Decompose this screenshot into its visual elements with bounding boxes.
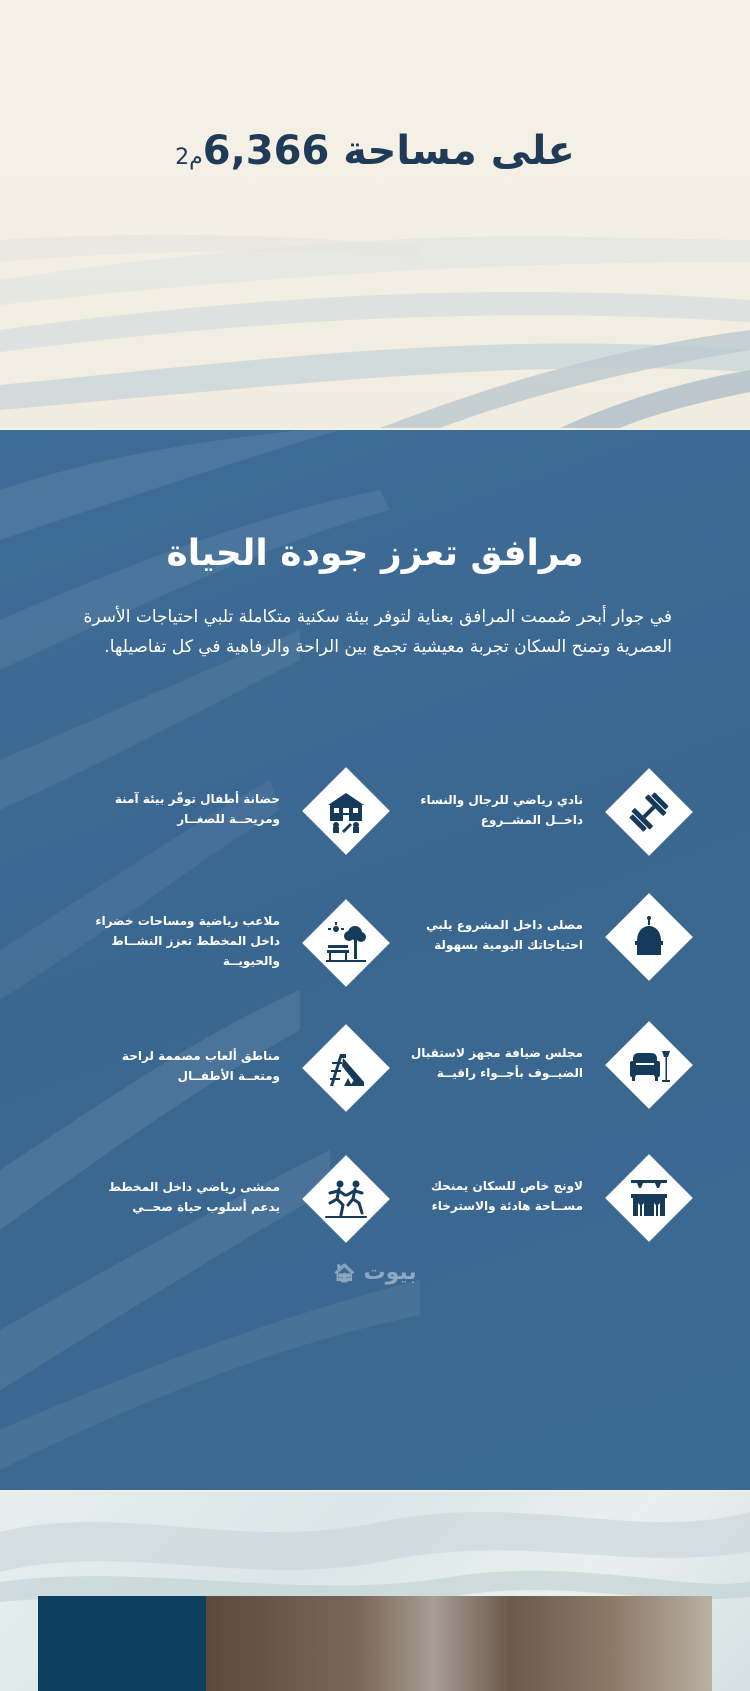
nursery-icon bbox=[318, 783, 374, 839]
watermark-logo bbox=[333, 1260, 417, 1285]
area-heading bbox=[0, 128, 750, 174]
facility-walkway bbox=[37, 1147, 392, 1247]
facility-label: لاونج خاص للسكان يمنحك مســاحة هادئة والاسترخاء bbox=[431, 1179, 583, 1213]
mosque-icon bbox=[621, 909, 677, 965]
facility-playground bbox=[37, 1016, 392, 1116]
watermark-text: بيوت bbox=[363, 1260, 417, 1285]
park-bench-icon bbox=[318, 915, 374, 971]
facility-gym bbox=[340, 760, 695, 860]
facility-label: ممشى رياضي داخل المخطط يدعم أسلوب حياة صحــي bbox=[108, 1180, 280, 1214]
facility-label: مناطق ألعاب مصممة لراحة ومتعــة الأطفــال bbox=[121, 1049, 280, 1083]
facilities-intro: في جوار أبحر صُممت المرافق بعناية لتوفر بيئة سكنية متكاملة تلبي احتياجات الأسرة العصرية وتمنح السكان تجربة معيشية تجمع بين الراحة والرفاهية في كل تفاصيلها. bbox=[83, 607, 672, 657]
facility-nursery bbox=[37, 759, 392, 859]
armchair-lamp-icon bbox=[621, 1037, 677, 1093]
playground-slide-icon bbox=[318, 1040, 374, 1096]
runners-icon bbox=[318, 1171, 374, 1227]
facility-playfields bbox=[37, 891, 392, 991]
lounge-bar-icon bbox=[621, 1170, 677, 1226]
facility-mosque bbox=[340, 885, 695, 985]
watermark-icon: 🏠︎ bbox=[333, 1263, 356, 1284]
gallery-section bbox=[0, 1492, 750, 1691]
facility-label: نادي رياضي للرجال والنساء داخــل المشــروع bbox=[420, 793, 583, 827]
decorative-waves bbox=[0, 0, 750, 428]
area-banner bbox=[0, 0, 750, 428]
area-prefix: على مساحة bbox=[343, 128, 575, 174]
facilities-section bbox=[0, 430, 750, 1490]
photo-navy-panel bbox=[38, 1596, 206, 1691]
facility-lounge bbox=[340, 1146, 695, 1246]
facilities-title: مرافق تعزز جودة الحياة bbox=[166, 533, 584, 574]
facility-majlis bbox=[340, 1013, 695, 1113]
facility-label: ملاعب رياضية ومساحات خضراء داخل المخطط تعزز النشــاط والحيويــة bbox=[95, 914, 280, 968]
interior-photo bbox=[38, 1596, 712, 1691]
facility-label: مجلس ضيافة مجهز لاستقبال الضيــوف بأجــواء راقيــة bbox=[410, 1046, 583, 1080]
area-unit: م2 bbox=[175, 145, 203, 170]
facility-label: حضانة أطفال توفّر بيئة آمنة ومريحــة للصغــار bbox=[114, 792, 280, 826]
area-value: 6,366 bbox=[202, 128, 330, 174]
gym-dumbbell-icon bbox=[621, 784, 677, 840]
facility-label: مصلى داخل المشروع يلبي احتياجاتك اليومية بسهولة bbox=[426, 918, 583, 952]
photo-interior bbox=[206, 1596, 712, 1691]
